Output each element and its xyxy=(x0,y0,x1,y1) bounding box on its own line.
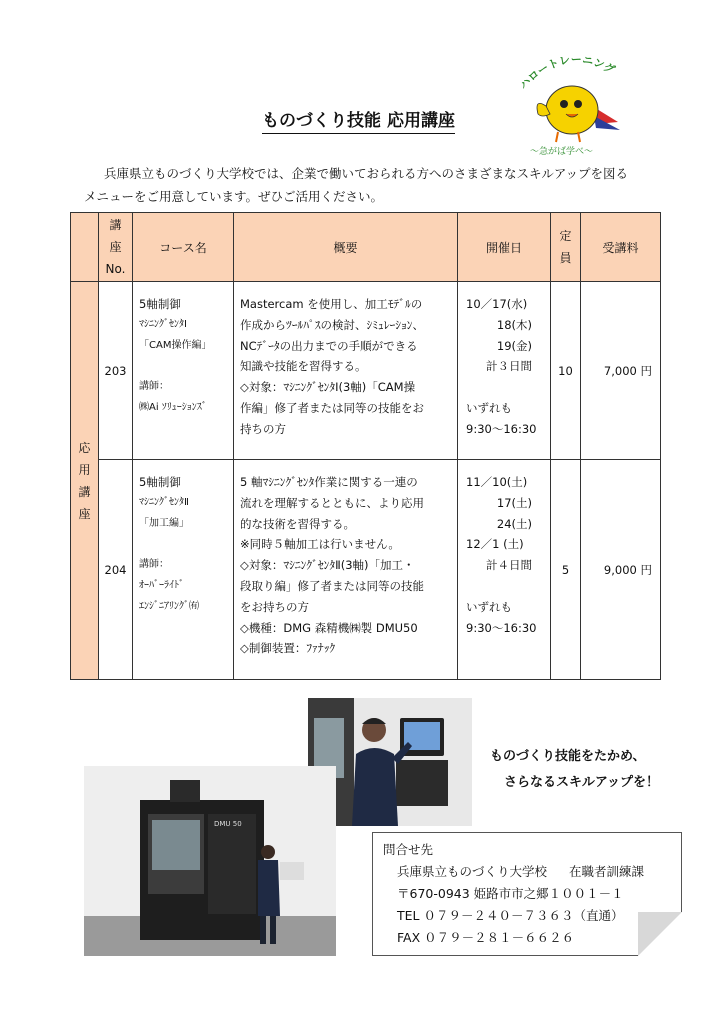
course-fee: 9,000 円 xyxy=(581,460,661,680)
contact-tel: TEL ０７９－２４０－７３６３（直通） xyxy=(397,908,624,923)
contact-fax: FAX ０７９－２８１－６６２６ xyxy=(397,930,575,945)
contact-org: 兵庫県立ものづくり大学校 xyxy=(397,864,548,879)
contact-heading: 問合せ先 xyxy=(383,842,434,857)
section-label: 応 用 講 座 xyxy=(71,282,99,680)
header-section xyxy=(71,213,99,282)
mascot-bird-illustration xyxy=(512,44,622,160)
course-name: 5軸制御 ﾏｼﾆﾝｸﾞｾﾝﾀⅡ 「加工編」 講師： ｵｰﾊﾞｰﾗｲﾄﾞ ｴﾝｼﾞﾆｱﾘﾝｸﾞ㈲ xyxy=(133,460,234,680)
course-no: 204 xyxy=(99,460,133,680)
header-course-name: コース名 xyxy=(133,213,234,282)
contact-box xyxy=(372,832,682,956)
table-row xyxy=(71,282,661,460)
contact-address: 〒670-0943 姫路市市之郷１００１－１ xyxy=(397,886,624,901)
course-table xyxy=(70,212,661,680)
header-fee: 受講料 xyxy=(581,213,661,282)
table-row xyxy=(71,460,661,680)
header-dates: 開催日 xyxy=(458,213,551,282)
course-fee: 7,000 円 xyxy=(581,282,661,460)
course-name: 5軸制御 ﾏｼﾆﾝｸﾞｾﾝﾀⅠ 「CAM操作編」 講師： ㈱Ai ｿﾘｭｰｼｮﾝｽﾞ xyxy=(133,282,234,460)
course-capacity: 10 xyxy=(551,282,581,460)
course-capacity: 5 xyxy=(551,460,581,680)
course-dates: 10／17(水) 18(木) 19(金) 計３日間 いずれも 9:30〜16:30 xyxy=(458,282,551,460)
course-summary: 5 軸ﾏｼﾆﾝｸﾞｾﾝﾀ作業に関する一連の 流れを理解するとともに、より応用 的な技術を習得する。 ※同時５軸加工は行いません。 ◇対象：ﾏｼﾆﾝｸﾞｾﾝﾀⅡ(3軸)「加工・ 段取り編」修了者または同等の技能 をお持ちの方 ◇機種：DMG 森精機㈱製 DMU50 ◇制御装置：ﾌｧﾅｯｸ xyxy=(234,460,458,680)
table-header-row xyxy=(71,213,661,282)
machine-label: DMU 50 xyxy=(214,820,242,828)
page-title: ものづくり技能 応用講座 xyxy=(0,106,717,131)
course-summary: Mastercam を使用し、加工ﾓﾃﾞﾙの 作成からﾂｰﾙﾊﾟｽの検討、ｼﾐｭﾚｰｼｮﾝ、 NCﾃﾞｰﾀの出力までの手順ができる 知識や技能を習得する。 ◇対象：ﾏｼﾆﾝｸﾞｾﾝﾀⅠ(3軸)「CAM操 作編」修了者または同等の技能をお 持ちの方 xyxy=(234,282,458,460)
header-summary: 概要 xyxy=(234,213,458,282)
mascot-banner-text: ハロートレーニング xyxy=(516,53,617,92)
photo-machining-center xyxy=(84,766,336,956)
header-capacity: 定 員 xyxy=(551,213,581,282)
contact-dept: 在職者訓練課 xyxy=(569,864,645,879)
intro-text: 兵庫県立ものづくり大学校では、企業で働いておられる方へのさまざまなスキルアップを図る メニューをご用意しています。ぜひご活用ください。 xyxy=(84,166,629,204)
slogan: ものづくり技能をたかめ、 さらなるスキルアップを！ xyxy=(490,749,659,790)
course-no: 203 xyxy=(99,282,133,460)
page-curl-decoration xyxy=(638,912,682,956)
header-course-no: 講 座 No. xyxy=(99,213,133,282)
course-dates: 11／10(土) 17(土) 24(土) 12／1 (土) 計４日間 いずれも 9:30〜16:30 xyxy=(458,460,551,680)
mascot-tagline: 〜急がば学べ〜 xyxy=(530,147,594,157)
